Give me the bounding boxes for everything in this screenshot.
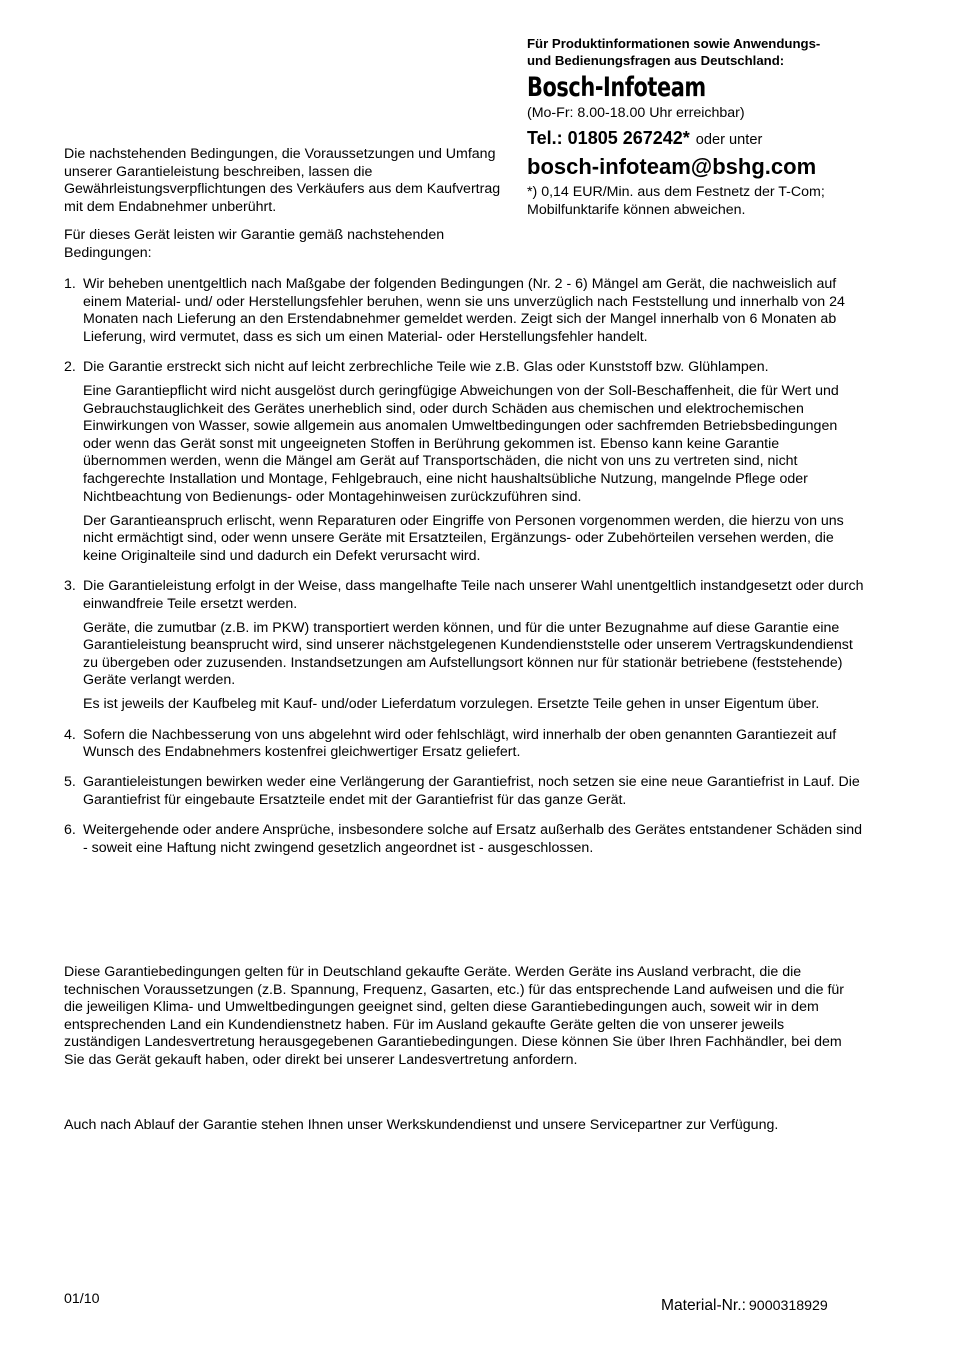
condition-number: 5.: [64, 774, 76, 791]
condition-number: 1.: [64, 276, 76, 292]
condition-text: Weitergehende oder andere Ansprüche, insbesondere solche auf Ersatz außerhalb des Gerätes entstandener Schäden sind - soweit eine Haftung nicht zwingend gesetzlich angeordnet ist - ausgeschlossen.: [83, 821, 862, 856]
validity-paragraph: Diese Garantiebedingungen gelten für in Deutschland gekaufte Geräte. Werden Geräte ins Ausland verbracht, die die technischen Voraussetzungen (z.B. Spannung, Frequenz, Gasarten, etc.) für das entsprechende Land aufweisen und die für die jeweiligen Klima- und Umweltbedingungen geeignet sind, gelten diese Garantiebedingungen auch, soweit wir in dem entsprechenden Land ein Kundendienstnetz haben. Für im Ausland gekaufte Geräte gelten die von unserer jeweils zuständigen Landesvertretung herausgegebenen Garantiebedingungen. Diese können Sie über Ihren Fachhändler, bei dem Sie das Gerät gekauft haben, oder direkt bei unserer Landesvertretung anfordern.: [64, 964, 845, 1068]
infobox-header-line1: Für Produktinformationen sowie Anwendungs-: [527, 36, 821, 51]
condition-text: Garantieleistungen bewirken weder eine Verlängerung der Garantiefrist, noch setzen sie eine neue Garantiefrist in Lauf. Die Garantiefrist für eingebaute Ersatzteile endet mit der Garantiefrist für das ganze Gerät.: [83, 774, 860, 808]
condition-text: Geräte, die zumutbar (z.B. im PKW) transportiert werden können, und für die unter Bezugnahme auf diese Garantie eine Garantieleistung beansprucht wird, sind unserer nächstgelegenen Kundendienststelle oder unserem Vertragskundendienst zu übergeben oder zuzusenden. Instandsetzungen am Aufstellungsort können nur für stationär betriebene (feststehende) Geräte verlangt werden.: [83, 619, 853, 689]
condition-text: Die Garantieleistung erfolgt in der Weise, dass mangelhafte Teile nach unserer Wahl unentgeltlich instandgesetzt oder durch einwandfreie Teile ersetzt werden.: [83, 577, 864, 612]
condition-item-5: [64, 774, 864, 809]
condition-number: 2.: [64, 358, 76, 375]
intro-paragraph-2: Für dieses Gerät leisten wir Garantie gemäß nachstehenden Bedingungen:: [64, 227, 445, 261]
material-number-block: [661, 1297, 828, 1315]
guarantee-conditions-list: [64, 276, 864, 870]
condition-item-2: [64, 359, 864, 566]
email-address: bosch-infoteam@bshg.com: [527, 154, 817, 179]
infobox-phone-line: [527, 127, 927, 151]
intro-paragraph: Die nachstehenden Bedingungen, die Voraussetzungen und Umfang unserer Garantieleistung beschreiben, lassen die Gewährleistungsverpflichtungen des Verkäufers aus dem Kaufvertrag mit dem Endabnehmer unberührt.: [64, 146, 501, 215]
closing-paragraph: Auch nach Ablauf der Garantie stehen Ihnen unser Werkskundendienst und unsere Servicepartner zur Verfügung.: [64, 1117, 779, 1133]
condition-text: Wir beheben unentgeltlich nach Maßgabe der folgenden Bedingungen (Nr. 2 - 6) Mängel am Gerät, die nachweislich auf einem Material- und/ oder Herstellungsfehler beruhen, wenn sie uns unverzüglich nach Feststellung und innerhalb von 24 Monaten nach Lieferung an den Erstendabnehmer gemeldet werden. Zeigt sich der Mangel innerhalb von 6 Monaten ab Lieferung, wird vermutet, dass es sich um einen Material- oder Herstellungsfehler handelt.: [83, 276, 845, 345]
condition-item-4: [64, 727, 864, 762]
condition-text: Der Garantieanspruch erlischt, wenn Reparaturen oder Eingriffe von Personen vorgenommen werden, die hierzu von uns nicht ermächtigt sind, oder wenn unsere Geräte mit Ersatzteilen, Ergänzungs- oder Zubehörteilen versehen werden, die keine Originalteile sind und dadurch ein Defekt verursacht wird.: [83, 512, 844, 564]
tariff-footnote-line1: *) 0,14 EUR/Min. aus dem Festnetz der T-Com;: [527, 184, 825, 200]
infoteam-box: [527, 35, 927, 219]
condition-text: Eine Garantiepflicht wird nicht ausgelöst durch geringfügige Abweichungen von der Soll-Beschaffenheit, die für Wert und Gebrauchstauglichkeit des Gerätes unerheblich sind, oder durch Schäden aus chemischen und elektrochemischen Einwirkungen von Wasser, sowie allgemein aus anomalen Umweltbedingungen oder sachfremden Betriebsbedingungen oder wenn das Gerät sonst mit ungeeigneten Stoffen in Berührung gekommen ist. Ebenso kann keine Garantie übernommen werden, wenn die Mängel am Gerät auf Transportschäden, die nicht von uns zu vertreten sind, nicht fachgerechte Installation und Montage, Fehlgebrauch, eine nicht haushaltsübliche Nutzung, mangelnde Pflege oder Nichtbeachtung von Bedienungs- oder Montagehinweisen zurückzuführen sind.: [83, 382, 839, 505]
material-number-label: Material-Nr.:: [661, 1297, 746, 1314]
phone-number: Tel.: 01805 267242*: [527, 128, 690, 148]
condition-item-3: [64, 578, 864, 714]
infoteam-brand: Bosch-Infoteam: [527, 72, 706, 103]
condition-text: Die Garantie erstreckt sich nicht auf leicht zerbrechliche Teile wie z.B. Glas oder Kunststoff bzw. Glühlampen.: [83, 358, 769, 375]
condition-number: 4.: [64, 726, 76, 743]
condition-item-6: [64, 822, 864, 857]
condition-item-1: [64, 276, 864, 346]
condition-text: Sofern die Nachbesserung von uns abgelehnt wird oder fehlschlägt, wird innerhalb der oben genannten Garantiezeit auf Wunsch des Endabnehmers kostenfrei gleichwertiger Ersatz geliefert.: [83, 726, 837, 761]
document-date: 01/10: [64, 1291, 100, 1307]
infobox-header-line2: und Bedienungsfragen aus Deutschland:: [527, 53, 785, 68]
or-text: oder unter: [695, 132, 763, 148]
tariff-footnote-line2: Mobilfunktarife können abweichen.: [527, 201, 746, 218]
condition-number: 3.: [64, 577, 76, 594]
condition-text: Es ist jeweils der Kaufbeleg mit Kauf- und/oder Lieferdatum vorzulegen. Ersetzte Teile gehen in unser Eigentum über.: [83, 696, 820, 713]
infobox-hours: (Mo-Fr: 8.00-18.00 Uhr erreichbar): [527, 105, 745, 121]
condition-number: 6.: [64, 821, 76, 838]
material-number-value: 9000318929: [748, 1298, 828, 1314]
